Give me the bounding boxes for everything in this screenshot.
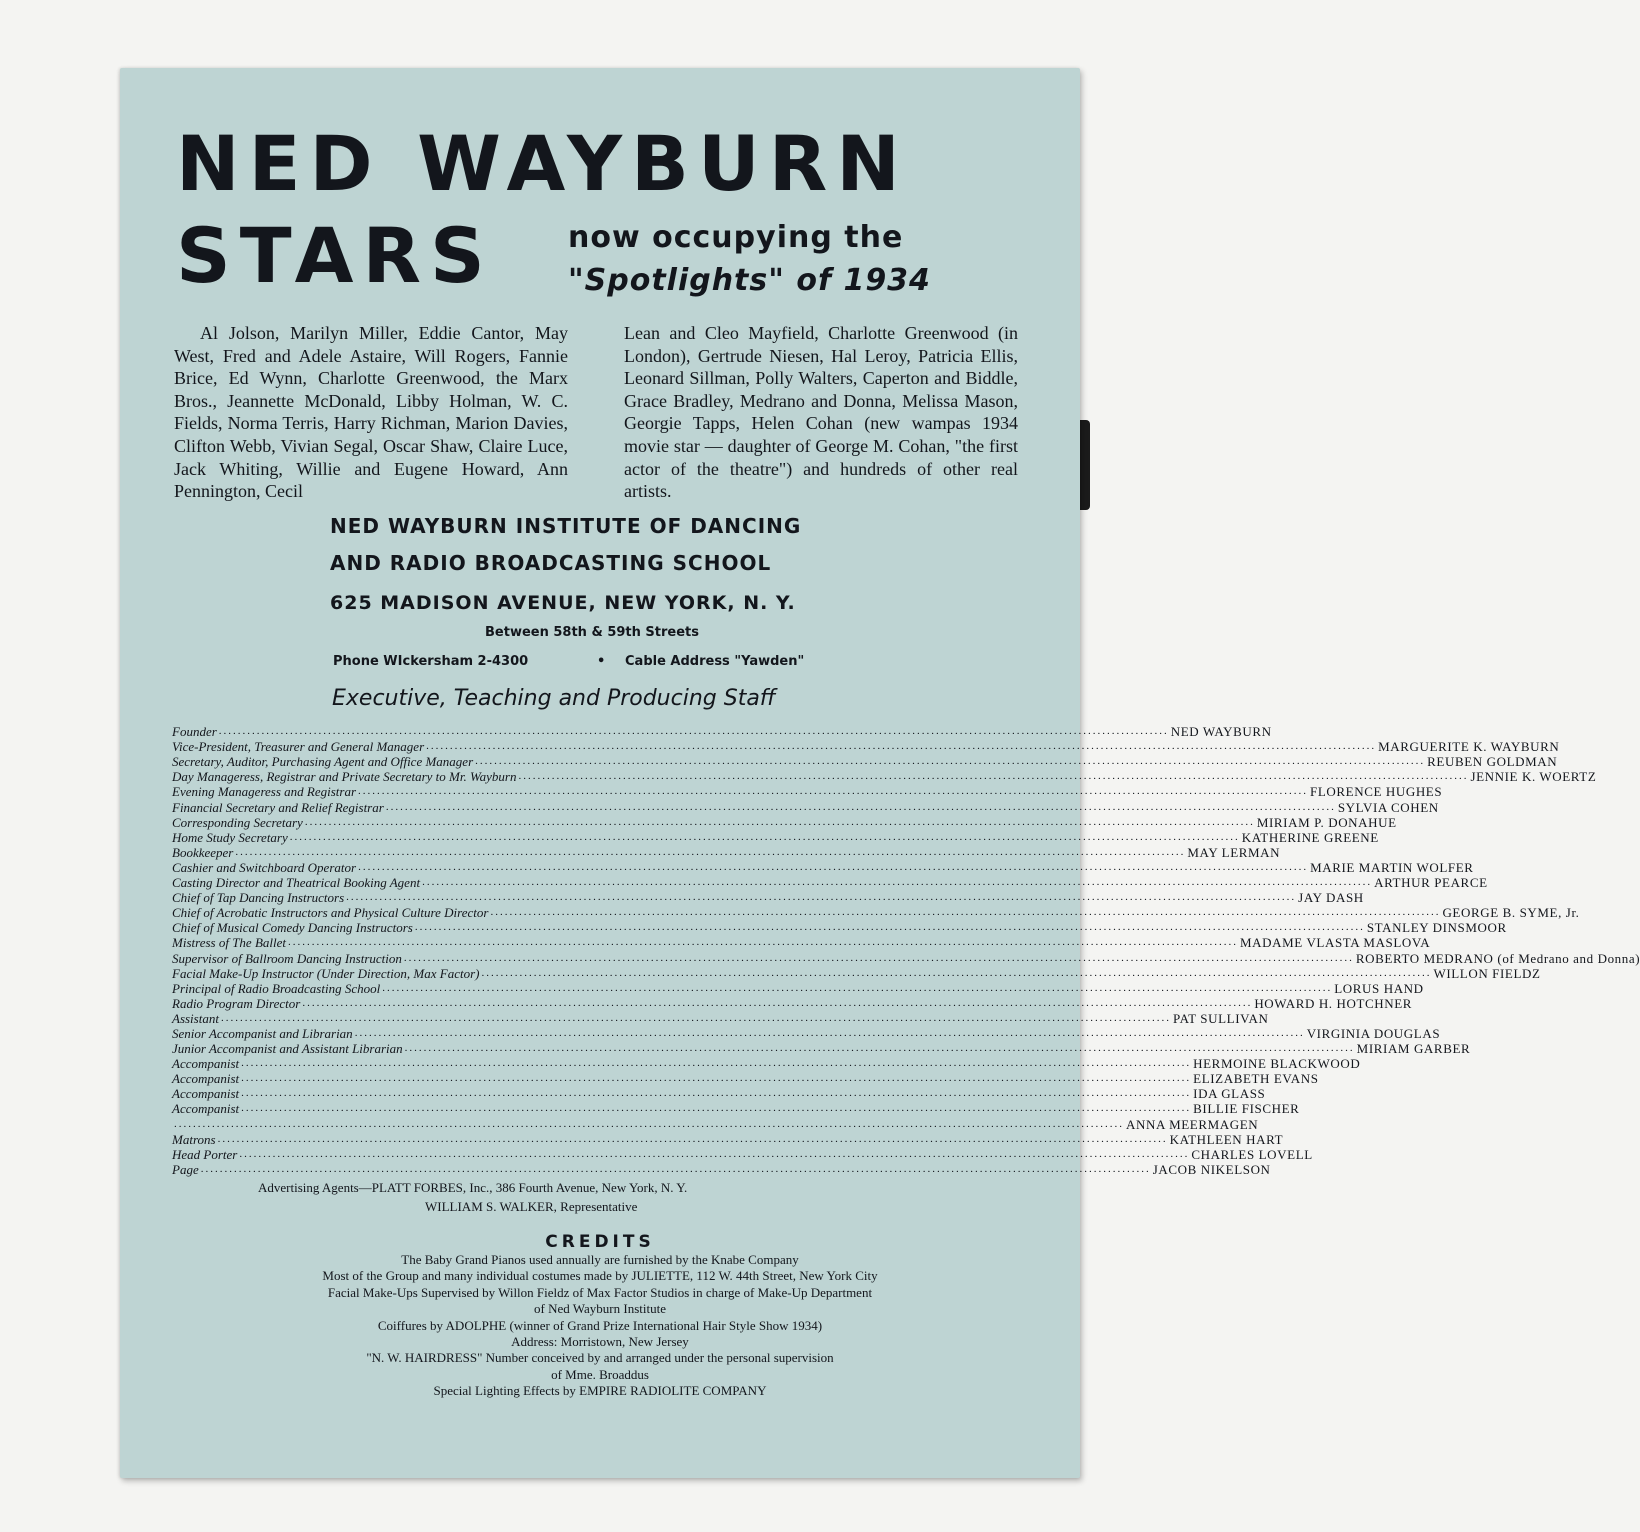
leader-dots: ........................................................................................................................................................................................................ (302, 996, 1253, 1009)
staff-row (172, 814, 1397, 830)
staff-row (172, 1131, 1284, 1147)
program-page (120, 68, 1640, 1478)
advertising-agents: Advertising Agents—PLATT FORBES, Inc., 386 Fourth Avenue, New York, N. Y. (258, 1180, 688, 1195)
staff-name: HERMOINE BLACKWOOD (1193, 1056, 1361, 1072)
credits-line: Most of the Group and many individual costumes made by JULIETTE, 112 W. 44th Street, New York City (322, 1268, 878, 1284)
staff-name: IDA GLASS (1193, 1086, 1266, 1102)
staff-name: SYLVIA COHEN (1337, 799, 1439, 815)
staff-role: Day Manageress, Registrar and Private Secretary to Mr. Wayburn (172, 769, 517, 785)
staff-name: KATHLEEN HART (1169, 1131, 1284, 1147)
staff-name: ARTHUR PEARCE (1374, 875, 1488, 891)
institute-address: 625 MADISON AVENUE, NEW YORK, N. Y. (330, 592, 796, 614)
leader-dots: ........................................................................................................................................................................................................ (289, 830, 1240, 843)
staff-row (172, 1086, 1266, 1102)
staff-row (172, 1056, 1361, 1072)
leader-dots: ........................................................................................................................................................................................................ (239, 1147, 1190, 1160)
staff-role: Accompanist (172, 1071, 240, 1087)
leader-dots: ........................................................................................................................................................................................................ (354, 1026, 1305, 1039)
leader-dots: ........................................................................................................................................................................................................ (304, 815, 1255, 828)
agents-representative: WILLIAM S. WALKER, Representative (425, 1199, 638, 1214)
staff-name: MIRIAM GARBER (1356, 1041, 1471, 1057)
subheadline-line1: now occupying the (568, 220, 904, 255)
staff-role: Principal of Radio Broadcasting School (172, 980, 381, 996)
leader-dots: ........................................................................................................................................................................................................ (426, 740, 1377, 753)
staff-row (172, 890, 1364, 906)
credits-line: Address: Morristown, New Jersey (511, 1334, 689, 1350)
staff-name: JENNIE K. WOERTZ (1470, 769, 1597, 785)
staff-name: ELIZABETH EVANS (1193, 1071, 1319, 1087)
staff-role: Casting Director and Theatrical Booking Agent (172, 875, 421, 891)
staff-row (172, 739, 1560, 755)
staff-row (172, 1010, 1269, 1026)
stars-list-left: Al Jolson, Marilyn Miller, Eddie Cantor, May West, Fred and Adele Astaire, Will Rogers, Fannie Brice, Ed Wynn, Charlotte Greenwood, the Marx Bros., Jeannette McDonald, Libby Holman, W. C. Fields, Norma Terris, Harry Richman, Marion Davies, Clifton Webb, Vivian Segal, Oscar Shaw, Claire Luce, Jack Whiting, Willie and Eugene Howard, Ann Pennington, Cecil (174, 323, 568, 502)
institute-phone: Phone WIckersham 2-4300 (333, 654, 529, 669)
staff-row (172, 769, 1597, 785)
staff-role: Junior Accompanist and Assistant Librarian (172, 1041, 403, 1057)
leader-dots: ........................................................................................................................................................................................................ (385, 800, 1336, 813)
staff-row (172, 920, 1507, 936)
staff-role: Matrons (172, 1131, 216, 1147)
leader-dots: ........................................................................................................................................................................................................ (404, 1042, 1355, 1055)
staff-name: LORUS HAND (1334, 980, 1424, 996)
staff-name: GEORGE B. SYME, Jr. (1442, 905, 1580, 921)
leader-dots: ........................................................................................................................................................................................................ (241, 1102, 1192, 1115)
staff-role: Chief of Acrobatic Instructors and Physical Culture Director (172, 905, 489, 921)
staff-name: FLORENCE HUGHES (1310, 784, 1443, 800)
leader-dots: ........................................................................................................................................................................................................ (288, 936, 1238, 949)
staff-role: Assistant (172, 1010, 219, 1026)
institute-cable-address: Cable Address "Yawden" (625, 654, 805, 669)
staff-name: JAY DASH (1298, 890, 1364, 906)
headline-line1: NED WAYBURN (176, 119, 909, 208)
staff-row (172, 950, 1640, 966)
leader-dots: ........................................................................................................................................................................................................ (475, 755, 1426, 768)
staff-name: MARIE MARTIN WOLFER (1310, 859, 1474, 875)
leader-dots: ........................................................................................................................................................................................................ (220, 1011, 1171, 1024)
staff-role: Chief of Tap Dancing Instructors (172, 890, 345, 906)
staff-role: Head Porter (172, 1146, 238, 1162)
staff-name: VIRGINIA DOUGLAS (1306, 1025, 1441, 1041)
staff-row (172, 875, 1488, 891)
staff-role: Chief of Musical Comedy Dancing Instructors (172, 920, 413, 936)
leader-dots: ........................................................................................................................................................................................................ (235, 845, 1186, 858)
staff-row (172, 1146, 1313, 1162)
credits-line: of Mme. Broaddus (551, 1366, 649, 1382)
staff-name: JACOB NIKELSON (1152, 1161, 1271, 1177)
headline-line2: STARS (176, 211, 494, 300)
staff-role: Corresponding Secretary (172, 814, 303, 830)
staff-list (172, 724, 1640, 1177)
credits-line: Facial Make-Ups Supervised by Willon Fieldz of Max Factor Studios in charge of Make-Up Department (327, 1284, 873, 1300)
staff-name: MADAME VLASTA MASLOVA (1240, 935, 1431, 951)
staff-name: ANNA MEERMAGEN (1126, 1116, 1259, 1132)
staff-role: Accompanist (172, 1101, 240, 1117)
staff-row (172, 1116, 1259, 1132)
leader-dots: ........................................................................................................................................................................................................ (414, 921, 1365, 934)
staff-name: NED WAYBURN (1170, 724, 1272, 740)
staff-role: Cashier and Switchboard Operator (172, 859, 357, 875)
institute-cross-streets: Between 58th & 59th Streets (485, 625, 699, 640)
staff-role: Home Study Secretary (172, 829, 288, 845)
leader-dots: ........................................................................................................................................................................................................ (218, 725, 1169, 738)
staff-role: Facial Make-Up Instructor (Under Direction, Max Factor) (172, 965, 480, 981)
staff-role: Bookkeeper (172, 844, 234, 860)
staff-row (172, 724, 1272, 740)
staff-row (172, 1071, 1319, 1087)
staff-row (172, 1101, 1300, 1117)
leader-dots: ........................................................................................................................................................................................................ (481, 966, 1432, 979)
staff-row (172, 905, 1580, 921)
credits-line: Coiffures by ADOLPHE (winner of Grand Prize International Hair Style Show 1934) (377, 1317, 823, 1333)
credits-line: Special Lighting Effects by EMPIRE RADIOLITE COMPANY (433, 1383, 767, 1399)
staff-row (172, 995, 1413, 1011)
staff-name: MARGUERITE K. WAYBURN (1378, 739, 1560, 755)
leader-dots: ........................................................................................................................................................................................................ (358, 785, 1309, 798)
staff-role: Accompanist (172, 1086, 240, 1102)
staff-role: Vice-President, Treasurer and General Manager (172, 739, 425, 755)
staff-role: Secretary, Auditor, Purchasing Agent and Office Manager (172, 754, 474, 770)
staff-row (172, 935, 1431, 951)
staff-row (172, 754, 1558, 770)
staff-role: Founder (172, 724, 217, 740)
staff-row (172, 1041, 1471, 1057)
staff-name: PAT SULLIVAN (1172, 1010, 1269, 1026)
staff-role: Radio Program Director (172, 995, 301, 1011)
credits-line: of Ned Wayburn Institute (534, 1301, 666, 1317)
staff-role: Financial Secretary and Relief Registrar (172, 799, 384, 815)
leader-dots: ........................................................................................................................................................................................................ (422, 876, 1373, 889)
credits-title: CREDITS (545, 1232, 655, 1252)
leader-dots: ........................................................................................................................................................................................................ (217, 1132, 1168, 1145)
credits-line: "N. W. HAIRDRESS" Number conceived by and arranged under the personal supervision (366, 1350, 834, 1366)
leader-dots: ........................................................................................................................................................................................................ (346, 891, 1297, 904)
staff-name: ROBERTO MEDRANO (of Medrano and Donna) (1355, 950, 1640, 966)
institute-name-line2: AND RADIO BROADCASTING SCHOOL (330, 551, 772, 575)
staff-row (172, 784, 1443, 800)
staff-name: STANLEY DINSMOOR (1366, 920, 1507, 936)
staff-name: REUBEN GOLDMAN (1427, 754, 1558, 770)
leader-dots: ........................................................................................................................................................................................................ (382, 981, 1333, 994)
staff-name: HOWARD H. HOTCHNER (1254, 995, 1413, 1011)
leader-dots: ........................................................................................................................................................................................................ (518, 770, 1469, 783)
bullet-separator: • (597, 654, 607, 669)
staff-name: WILLON FIELDZ (1433, 965, 1541, 981)
leader-dots: ........................................................................................................................................................................................................ (200, 1162, 1151, 1175)
staff-row (172, 965, 1541, 981)
staff-role: Supervisor of Ballroom Dancing Instruction (172, 950, 402, 966)
staff-role: Evening Manageress and Registrar (172, 784, 357, 800)
staff-title: Executive, Teaching and Producing Staff (332, 686, 776, 711)
staff-name: KATHERINE GREENE (1241, 829, 1379, 845)
institute-name-line1: NED WAYBURN INSTITUTE OF DANCING (330, 514, 802, 538)
staff-role: Mistress of The Ballet (172, 935, 286, 951)
staff-name: MAY LERMAN (1187, 844, 1281, 860)
stars-list-right: Lean and Cleo Mayfield, Charlotte Greenwood (in London), Gertrude Niesen, Hal Leroy, Patricia Ellis, Leonard Sillman, Polly Walters, Caperton and Biddle, Grace Bradley, Medrano and Donna, Melissa Mason, Georgie Tapps, Helen Cohan (new wampas 1934 movie star — daughter of George M. Cohan, "the first actor of the theatre") and hundreds of other real artists. (624, 323, 1018, 502)
staff-row (172, 980, 1424, 996)
leader-dots: ........................................................................................................................................................................................................ (358, 860, 1309, 873)
staff-row (172, 1025, 1441, 1041)
subheadline-line2: "Spotlights" of 1934 (568, 263, 931, 298)
credits-list (120, 1252, 1080, 1400)
staff-row (172, 859, 1474, 875)
leader-dots: ........................................................................................................................................................................................................ (174, 1117, 1124, 1130)
staff-row (172, 844, 1281, 860)
staff-name: MIRIAM P. DONAHUE (1256, 814, 1397, 830)
staff-row (172, 1161, 1271, 1177)
staff-row (172, 799, 1439, 815)
staff-role: Accompanist (172, 1056, 240, 1072)
credits-line: The Baby Grand Pianos used annually are furnished by the Knabe Company (401, 1252, 799, 1267)
staff-role: Page (172, 1161, 199, 1177)
staff-name: CHARLES LOVELL (1191, 1146, 1313, 1162)
staff-row (172, 829, 1379, 845)
staff-name: BILLIE FISCHER (1193, 1101, 1300, 1117)
staff-role: Senior Accompanist and Librarian (172, 1025, 353, 1041)
leader-dots: ........................................................................................................................................................................................................ (490, 906, 1441, 919)
leader-dots: ........................................................................................................................................................................................................ (241, 1057, 1192, 1070)
leader-dots: ........................................................................................................................................................................................................ (241, 1087, 1192, 1100)
leader-dots: ........................................................................................................................................................................................................ (403, 951, 1354, 964)
leader-dots: ........................................................................................................................................................................................................ (241, 1072, 1192, 1085)
